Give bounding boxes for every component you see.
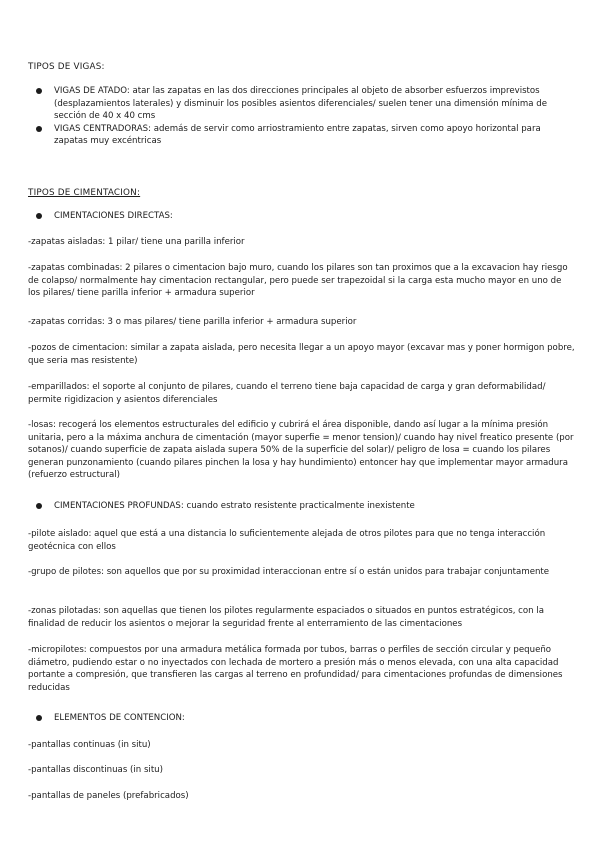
heading-tipos-de-vigas: TIPOS DE VIGAS: xyxy=(28,62,105,72)
zapatas-aisladas-paragraph: -zapatas aisladas: 1 pilar/ tiene una parilla inferior xyxy=(28,237,245,247)
bullet-icon xyxy=(36,126,42,132)
cimentaciones-profundas-heading: CIMENTACIONES PROFUNDAS: cuando estrato resistente practicalmente inexistente xyxy=(36,500,415,513)
zonas-pilotadas-paragraph: -zonas pilotadas: son aquellas que tienen los pilotes regularmente espaciados o situados en puntos estratégicos, con la finalidad de reducir los asientos o mejorar la seguridad frente al enterramiento de las cimentaciones xyxy=(28,606,544,629)
pantallas-discontinuas-paragraph: -pantallas discontinuas (in situ) xyxy=(28,765,163,775)
vigas-de-atado-text: VIGAS DE ATADO: atar las zapatas en las dos direcciones principales al objeto de absorber esfuerzos imprevistos (desplazamientos laterales) y disminuir los posibles asientos diferenciales/ suelen tener una dimensión mínima de sección de 40 x 40 cms xyxy=(54,86,548,121)
list-item xyxy=(36,123,576,148)
micropilotes-paragraph: -micropilotes: compuestos por una armadura metálica formada por tubos, barras o perfiles de sección circular y pequeño diámetro, pudiendo estar o no inyectados con lechada de mortero a presión más o menos elevada, con una alta capacidad portante a compresión, que transfieren las cargas al terreno en profundidad/ para cimentaciones profundas de dimensiones reducidas xyxy=(28,645,563,693)
bullet-icon xyxy=(36,715,42,721)
bullet-icon xyxy=(36,503,42,509)
heading-tipos-de-cimentacion: TIPOS DE CIMENTACION: xyxy=(28,188,141,198)
zapatas-combinadas-paragraph: -zapatas combinadas: 2 pilares o cimentacion bajo muro, cuando los pilares son tan proximos que a la excavacion hay riesgo de colapso/ normalmente hay cimentacion rectangular, pero puede ser trapezoidal si la carga esta mucho mayor en uno de los pilares/ tiene parilla inferior + armadura superior xyxy=(28,263,568,298)
emparillados-paragraph: -emparillados: el soporte al conjunto de pilares, cuando el terreno tiene baja capacidad de carga y gran deformabilidad/ permite rigidizacion y asientos diferenciales xyxy=(28,382,546,405)
vigas-centradoras-text: VIGAS CENTRADORAS: además de servir como arriostramiento entre zapatas, sirven como apoyo horizontal para zapatas muy excéntricas xyxy=(54,123,541,146)
vigas-list xyxy=(36,85,576,148)
pantallas-continuas-paragraph: -pantallas continuas (in situ) xyxy=(28,740,151,750)
losas-paragraph: -losas: recogerá los elementos estructurales del edificio y cubrirá el área disponible, dando así lugar a la mínima presión unitaria, pero a la máxima anchura de cimentación (mayor superfie = menor tension)/ cuando hay nivel freatico presente (por sotanos)/ cuando superficie de zapata aislada supera 50% de la superficie del solar)/ peligro de losa = cuando los pilares generan punzonamiento (cuando pilares pinchen la losa y hay hundimiento) entoncer hay que implementar mayor armadura (refuerzo estructural) xyxy=(28,420,574,480)
list-item xyxy=(36,85,576,123)
bullet-icon xyxy=(36,213,42,219)
cimentaciones-directas-heading: CIMENTACIONES DIRECTAS: xyxy=(36,210,173,223)
elementos-de-contencion-heading: ELEMENTOS DE CONTENCION: xyxy=(36,712,185,725)
bullet-icon xyxy=(36,88,42,94)
grupo-de-pilotes-paragraph: -grupo de pilotes: son aquellos que por su proximidad interaccionan entre sí o están unidos para trabajar conjuntamente xyxy=(28,567,550,577)
pozos-de-cimentacion-paragraph: -pozos de cimentacion: similar a zapata aislada, pero necesita llegar a un apoyo mayor (excavar mas y poner hormigon pobre, que seria mas resistente) xyxy=(28,343,575,366)
pantallas-de-paneles-paragraph: -pantallas de paneles (prefabricados) xyxy=(28,791,189,801)
zapatas-corridas-paragraph: -zapatas corridas: 3 o mas pilares/ tiene parilla inferior + armadura superior xyxy=(28,317,357,327)
pilote-aislado-paragraph: -pilote aislado: aquel que está a una distancia lo suficientemente alejada de otros pilotes para que no tenga interacción geotécnica con ellos xyxy=(28,529,546,552)
